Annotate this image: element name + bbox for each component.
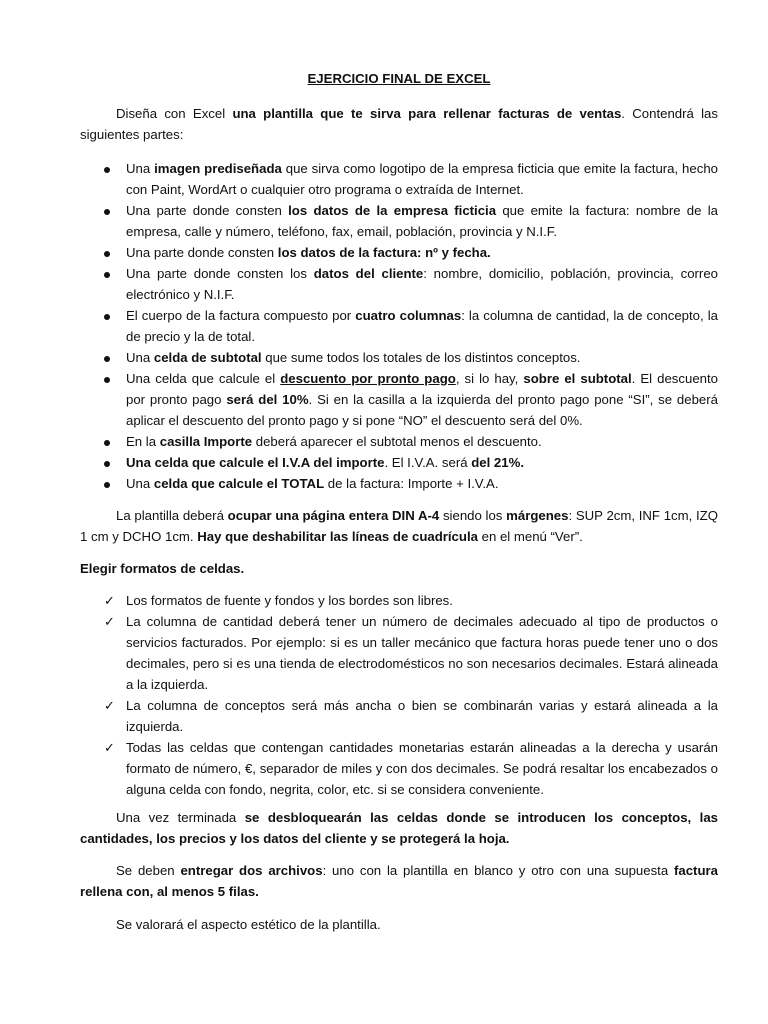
list-item: Una parte donde consten los datos de la factura: nº y fecha. bbox=[80, 242, 718, 263]
checklist-item: ✓ La columna de cantidad deberá tener un número de decimales adecuado al tipo de productos o servicios facturados. Por ejemplo: si es un taller mecánico que factura horas puede tener uno o dos decimales, pero si es una tienda de electrodomésticos no son necesarios decimales. Estará alineada a la izquierda. bbox=[80, 611, 718, 695]
bullet-icon bbox=[104, 368, 110, 389]
list-item: En la casilla Importe deberá aparecer el subtotal menos el descuento. bbox=[80, 431, 718, 452]
checklist-item: ✓ Todas las celdas que contengan cantidades monetarias estarán alineadas a la derecha y usarán formato de número, €, separador de miles y con dos decimales. Se podrá resaltar los encabezados o alguna celda con fondo, negrita, color, etc. si se considera conveniente. bbox=[80, 737, 718, 800]
list-item: Una celda que calcule el I.V.A del importe. El I.V.A. será del 21%. bbox=[80, 452, 718, 473]
bullet-icon bbox=[104, 452, 110, 473]
closing-paragraph: Se valorará el aspecto estético de la plantilla. bbox=[116, 917, 381, 932]
formats-heading: Elegir formatos de celdas. bbox=[80, 561, 245, 576]
bullet-icon bbox=[104, 263, 110, 284]
bullet-icon bbox=[104, 242, 110, 263]
checkmark-icon: ✓ bbox=[104, 614, 115, 629]
requirements-list bbox=[80, 158, 718, 494]
bullet-icon bbox=[104, 431, 110, 452]
list-item: Una imagen prediseñada que sirva como logotipo de la empresa ficticia que emite la factura, hecho con Paint, WordArt o cualquier otro programa o extraída de Internet. bbox=[80, 158, 718, 200]
format-checklist bbox=[80, 590, 718, 800]
list-item: El cuerpo de la factura compuesto por cuatro columnas: la columna de cantidad, la de concepto, la de precio y la de total. bbox=[80, 305, 718, 347]
bullet-icon bbox=[104, 347, 110, 368]
list-item: Una parte donde consten los datos de la empresa ficticia que emite la factura: nombre de la empresa, calle y número, teléfono, fax, email, población, provincia y N.I.F. bbox=[80, 200, 718, 242]
list-item: Una celda de subtotal que sume todos los totales de los distintos conceptos. bbox=[80, 347, 718, 368]
intro-paragraph bbox=[80, 103, 718, 145]
deliverables-paragraph: Se deben entregar dos archivos: uno con la plantilla en blanco y otro con una supuesta factura rellena con, al menos 5 filas. bbox=[80, 863, 718, 899]
bullet-icon bbox=[104, 305, 110, 326]
intro-text: Diseña con Excel bbox=[116, 106, 233, 121]
checkmark-icon: ✓ bbox=[104, 593, 115, 608]
unlock-paragraph: Una vez terminada se desbloquearán las celdas donde se introducen los conceptos, las cantidades, los precios y los datos del cliente y se protegerá la hoja. bbox=[80, 810, 718, 846]
list-item: Una parte donde consten los datos del cliente: nombre, domicilio, población, provincia, correo electrónico y N.I.F. bbox=[80, 263, 718, 305]
list-item: Una celda que calcule el descuento por pronto pago, si lo hay, sobre el subtotal. El descuento por pronto pago será del 10%. Si en la casilla a la izquierda del pronto pago pone “SI”, se deberá aplicar el descuento del pronto pago y si pone “NO” el descuento será del 0%. bbox=[80, 368, 718, 431]
checklist-item: ✓ Los formatos de fuente y fondos y los bordes son libres. bbox=[80, 590, 718, 611]
checkmark-icon: ✓ bbox=[104, 698, 115, 713]
bullet-icon bbox=[104, 200, 110, 221]
intro-text-end: . Contendrá las siguientes partes: bbox=[80, 106, 718, 142]
checklist-item: ✓ La columna de conceptos será más ancha o bien se combinarán varias y estará alineada a la izquierda. bbox=[80, 695, 718, 737]
bullet-icon bbox=[104, 473, 110, 494]
list-item: Una celda que calcule el TOTAL de la factura: Importe + I.V.A. bbox=[80, 473, 718, 494]
bullet-icon bbox=[104, 158, 110, 179]
page-setup-paragraph: La plantilla deberá ocupar una página entera DIN A-4 siendo los márgenes: SUP 2cm, INF 1cm, IZQ 1 cm y DCHO 1cm. Hay que deshabilitar las líneas de cuadrícula en el menú “Ver”. bbox=[80, 508, 718, 544]
document-title: EJERCICIO FINAL DE EXCEL bbox=[307, 71, 491, 86]
intro-bold: una plantilla que te sirva para rellenar facturas de ventas bbox=[232, 106, 622, 121]
checkmark-icon: ✓ bbox=[104, 740, 115, 755]
